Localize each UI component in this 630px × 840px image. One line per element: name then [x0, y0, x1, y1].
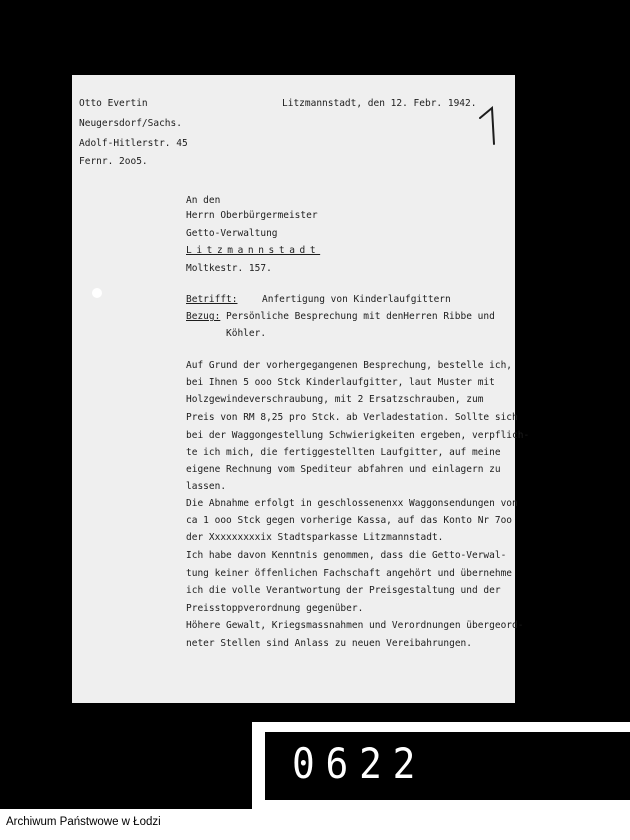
body-line: neter Stellen sind Anlass zu neuen Vereibahrungen.	[186, 638, 472, 649]
place-date: Litzmannstadt, den 12. Febr. 1942.	[282, 98, 477, 109]
body-line: eigene Rechnung vom Spediteur abfahren und einlagern zu	[186, 464, 501, 475]
recipient-city: Litzmannstadt	[186, 245, 321, 256]
body-line: ich die volle Verantwortung der Preisgestaltung und der	[186, 585, 501, 596]
handwritten-page-number	[476, 106, 502, 146]
sender-name: Otto Evertin	[79, 98, 148, 109]
recipient-line2: Herrn Oberbürgermeister	[186, 210, 318, 221]
body-line: Höhere Gewalt, Kriegsmassnahmen und Verordnungen übergeord-	[186, 620, 524, 631]
reference-text: Persönliche Besprechung mit denHerren Ribbe und	[226, 311, 495, 322]
reference-label: Bezug:	[186, 311, 221, 322]
body-line: te ich mich, die fertiggestellten Laufgitter, auf meine	[186, 447, 501, 458]
sender-phone: Fernr. 2oo5.	[79, 156, 148, 167]
recipient-street: Moltkestr. 157.	[186, 263, 272, 274]
body-line: Die Abnahme erfolgt in geschlossenenxx Waggonsendungen von	[186, 498, 518, 509]
body-line: tung keiner öffenlichen Fachschaft angehört und übernehme	[186, 568, 513, 579]
archive-number: 0622	[292, 739, 427, 788]
punch-hole	[92, 288, 102, 298]
recipient-line1: An den	[186, 195, 221, 206]
body-line: Ich habe davon Kenntnis genommen, dass die Getto-Verwal-	[186, 550, 507, 561]
archive-name: Archiwum Państwowe w Łodzi	[6, 816, 161, 828]
body-line: der Xxxxxxxxxix Stadtsparkasse Litzmannstadt.	[186, 532, 444, 543]
sender-town: Neugersdorf/Sachs.	[79, 118, 182, 129]
body-line: bei Ihnen 5 ooo Stck Kinderlaufgitter, laut Muster mit	[186, 377, 495, 388]
body-line: Preisstoppverordnung gegenüber.	[186, 603, 364, 614]
body-line: bei der Waggongestellung Schwierigkeiten ergeben, verpflich-	[186, 430, 530, 441]
body-line: Preis von RM 8,25 pro Stck. ab Verladestation. Sollte sich	[186, 412, 518, 423]
recipient-line3: Getto-Verwaltung	[186, 228, 278, 239]
body-line: lassen.	[186, 481, 227, 492]
subject-label: Betrifft:	[186, 294, 238, 305]
subject-text: Anfertigung von Kinderlaufgittern	[262, 294, 451, 305]
body-line: Holzgewindeverschraubung, mit 2 Ersatzschrauben, zum	[186, 394, 484, 405]
reference-text-2: Köhler.	[226, 328, 267, 339]
body-line: Auf Grund der vorhergegangenen Besprechung, bestelle ich,	[186, 360, 513, 371]
body-line: ca 1 ooo Stck gegen vorherige Kassa, auf das Konto Nr 7oo	[186, 515, 513, 526]
sender-street: Adolf-Hitlerstr. 45	[79, 138, 188, 149]
